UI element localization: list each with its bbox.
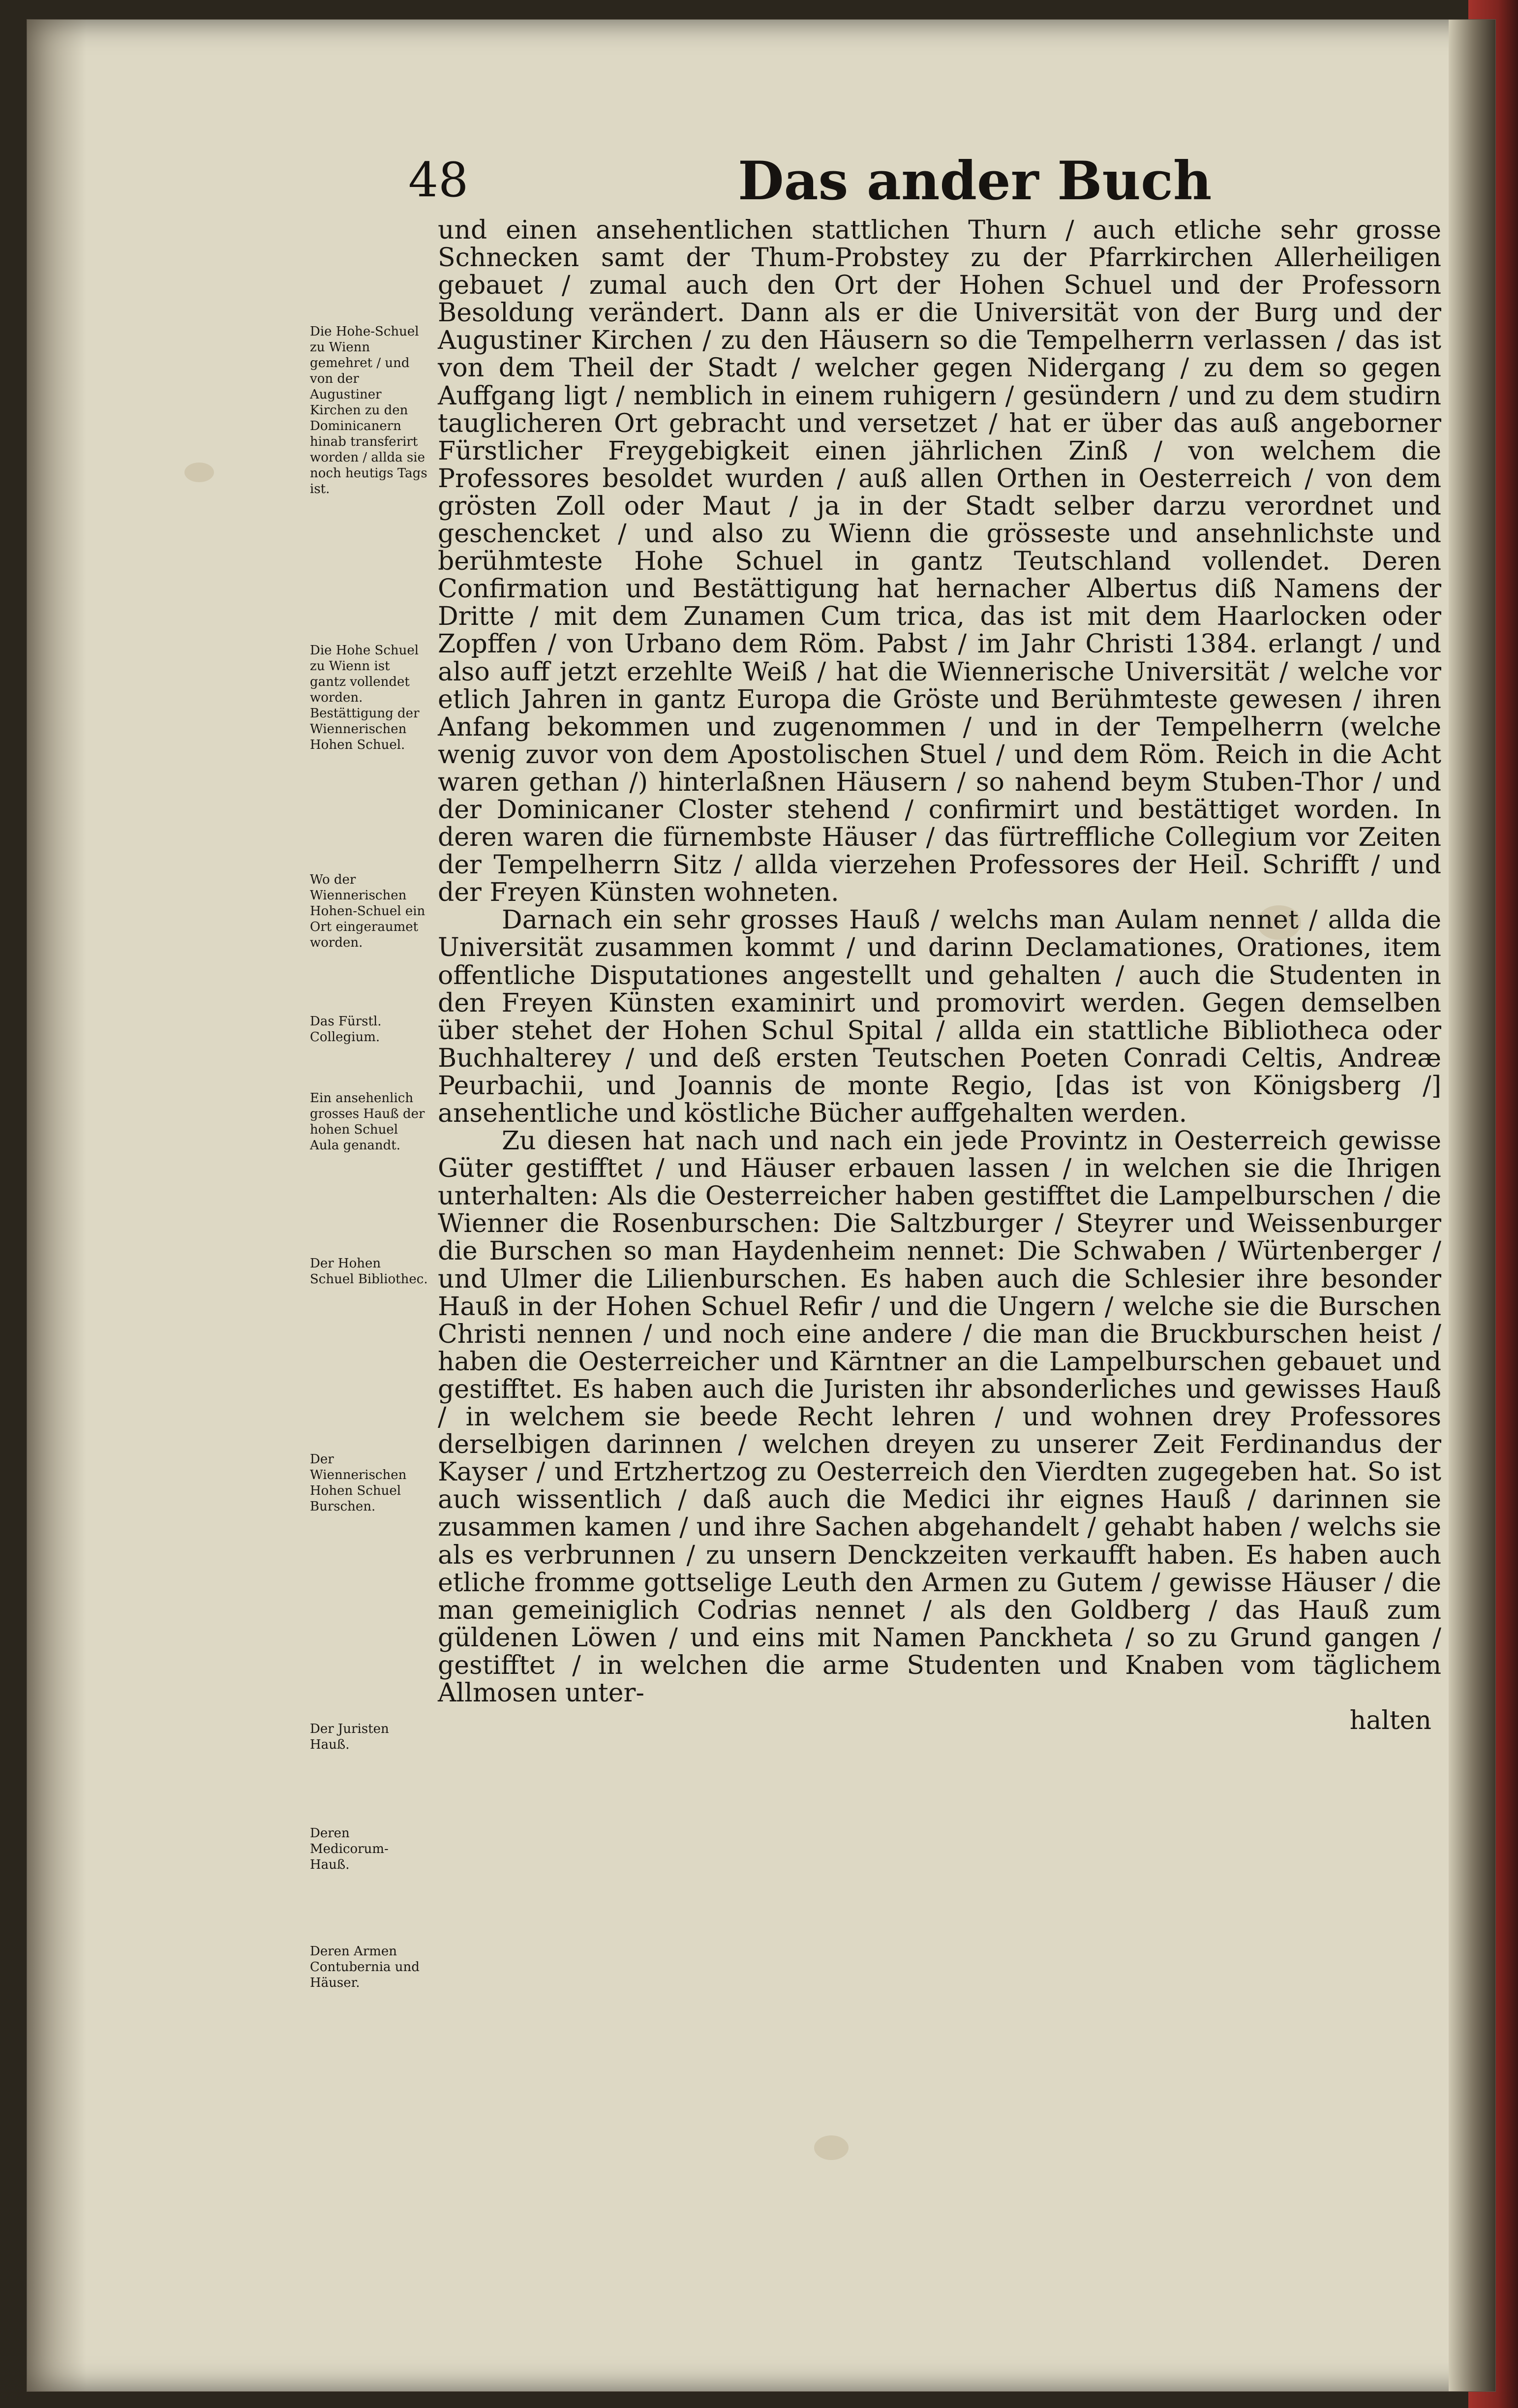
running-head: Das ander Buch: [738, 150, 1212, 212]
margin-note: Wo der Wiennerischen Hohen-Schuel ein Ort eingeraumet worden.: [310, 872, 425, 950]
foxing-spot: [184, 463, 214, 482]
margin-note: Deren Medicorum-Hauß.: [310, 1826, 389, 1872]
margin-note: Die Hohe-Schuel zu Wienn gemehret / und von der Augustiner Kirchen zu den Dominicanern hinab transferirt worden / allda sie noch heutigs Tags ist.: [310, 324, 427, 496]
paragraph: Darnach ein sehr grosses Hauß / welchs man Aulam nennet / allda die Universität zusammen kommt / und darinn Declamationes, Orationes, item offentliche Disputationes angestellt und gehalten / auch die Studenten in den Freyen Künsten examinirt und promovirt werden. Gegen demselben über stehet der Hohen Schul Spital / allda ein stattliche Bibliotheca oder Buchhalterey / und deß ersten Teutschen Poeten Conradi Celtis, Andreæ Peurbachii, und Joannis de monte Regio, [das ist von Königsberg /] ansehentliche und köstliche Bücher auffgehalten werden.: [438, 905, 1441, 1128]
margin-note: Deren Armen Contubernia und Häuser.: [310, 1944, 420, 1990]
margin-note: Die Hohe Schuel zu Wienn ist gantz vollendet worden. Bestättigung der Wiennerischen Hohen Schuel.: [310, 643, 420, 752]
page-number: 48: [408, 153, 469, 208]
paragraph: und einen ansehentlichen stattlichen Thurn / auch etliche sehr grosse Schnecken samt der Thum-Probstey zu der Pfarrkirchen Allerheiligen gebauet / zumal auch den Ort der Hohen Schuel und der Professorn Besoldung verändert. Dann als er die Universität von der Burg und der Augustiner Kirchen / zu den Häusern so die Tempelherrn verlassen / das ist von dem Theil der Stadt / welcher gegen Nidergang / zu dem so gegen Auffgang ligt / nemblich in einem ruhigern / gesündern / und zu dem studirn tauglicheren Ort gebracht und versetzet / hat er über das auß angeborner Fürstlicher Freygebigkeit einen jährlichen Zinß / von welchem die Professores besoldet wurden / auß allen Orthen in Oesterreich / von dem grösten Zoll oder Maut / ja in der Stadt selber darzu verordnet und geschencket / und also zu Wienn die grösseste und ansehnlichste und berühmteste Hohe Schuel in gantz Teutschland vollendet. Deren Confirmation und Bestättigung hat hernacher Albertus diß Namens der Dritte / mit dem Zunamen Cum trica, das ist mit dem Haarlocken oder Zopffen / von Urbano dem Röm. Pabst / im Jahr Christi 1384. erlangt / und also auff jetzt erzehlte Weiß / hat die Wiennerische Universität / welche vor etlich Jahren in gantz Europa die Gröste und Berühmteste gewesen / ihren Anfang bekommen und zugenommen / und in der Tempelherrn (welche wenig zuvor von dem Apostolischen Stuel / und dem Röm. Reich in die Acht waren gethan /) hinterlaßnen Häusern / so nahend beym Stuben-Thor / und der Dominicaner Closter stehend / confirmirt und bestättiget worden. In deren waren die fürnembste Häuser / das fürtreffliche Collegium vor Zeiten der Tempelherrn Sitz / allda vierzehen Professores der Heil. Schrifft / und der Freyen Künsten wohneten.: [438, 216, 1441, 908]
paragraph: Zu diesen hat nach und nach ein jede Provintz in Oesterreich gewisse Güter gestifftet / und Häuser erbauen lassen / in welchen sie die Ihrigen unterhalten: Als die Oesterreicher haben gestifftet die Lampelburschen / die Wienner die Rosenburschen: Die Saltzburger / Steyrer und Weissenburger die Burschen so man Haydenheim nennet: Die Schwaben / Würtenberger / und Ulmer die Lilienburschen. Es haben auch die Schlesier ihre besonder Hauß in der Hohen Schuel Refir / und die Ungern / welche sie die Burschen Christi nennen / und noch eine andere / die man die Bruckburschen heist / haben die Oesterreicher und Kärntner an die Lampelburschen gebauet und gestifftet. Es haben auch die Juristen ihr absonderliches und gewisses Hauß / in welchem sie beede Recht lehren / und wohnen drey Professores derselbigen darinnen / welchen dreyen zu unserer Zeit Ferdinandus der Kayser / und Ertzhertzog zu Oesterreich den Vierdten zugegeben hat. So ist auch wissentlich / daß auch die Medici ihr eignes Hauß / darinnen sie zusammen kamen / und ihre Sachen abgehandelt / gehabt haben / welchs sie als es verbrunnen / zu unsern Denckzeiten verkaufft haben. Es haben auch etliche fromme gottselige Leuth den Armen zu Gutem / gewisse Häuser / die man gemeiniglich Codrias nennet / als den Goldberg / das Hauß zum güldenen Löwen / und eins mit Namen Panckheta / so zu Grund gangen / gestifftet / in welchen die arme Studenten und Knaben vom täglichem Allmosen unter-: [438, 1126, 1441, 1708]
body-text: [438, 216, 1441, 1734]
margin-note: Der Hohen Schuel Bibliothec.: [310, 1256, 428, 1287]
margin-note: Der Juristen Hauß.: [310, 1722, 389, 1752]
catchword: halten: [1349, 1706, 1431, 1736]
foxing-spot: [814, 2135, 849, 2160]
page-gutter: [1449, 20, 1495, 2391]
margin-note: Ein ansehenlich grosses Hauß der hohen Schuel Aula genandt.: [310, 1091, 425, 1153]
margin-note: Das Fürstl. Collegium.: [310, 1014, 382, 1045]
margin-note: Der Wiennerischen Hohen Schuel Burschen.: [310, 1452, 407, 1514]
